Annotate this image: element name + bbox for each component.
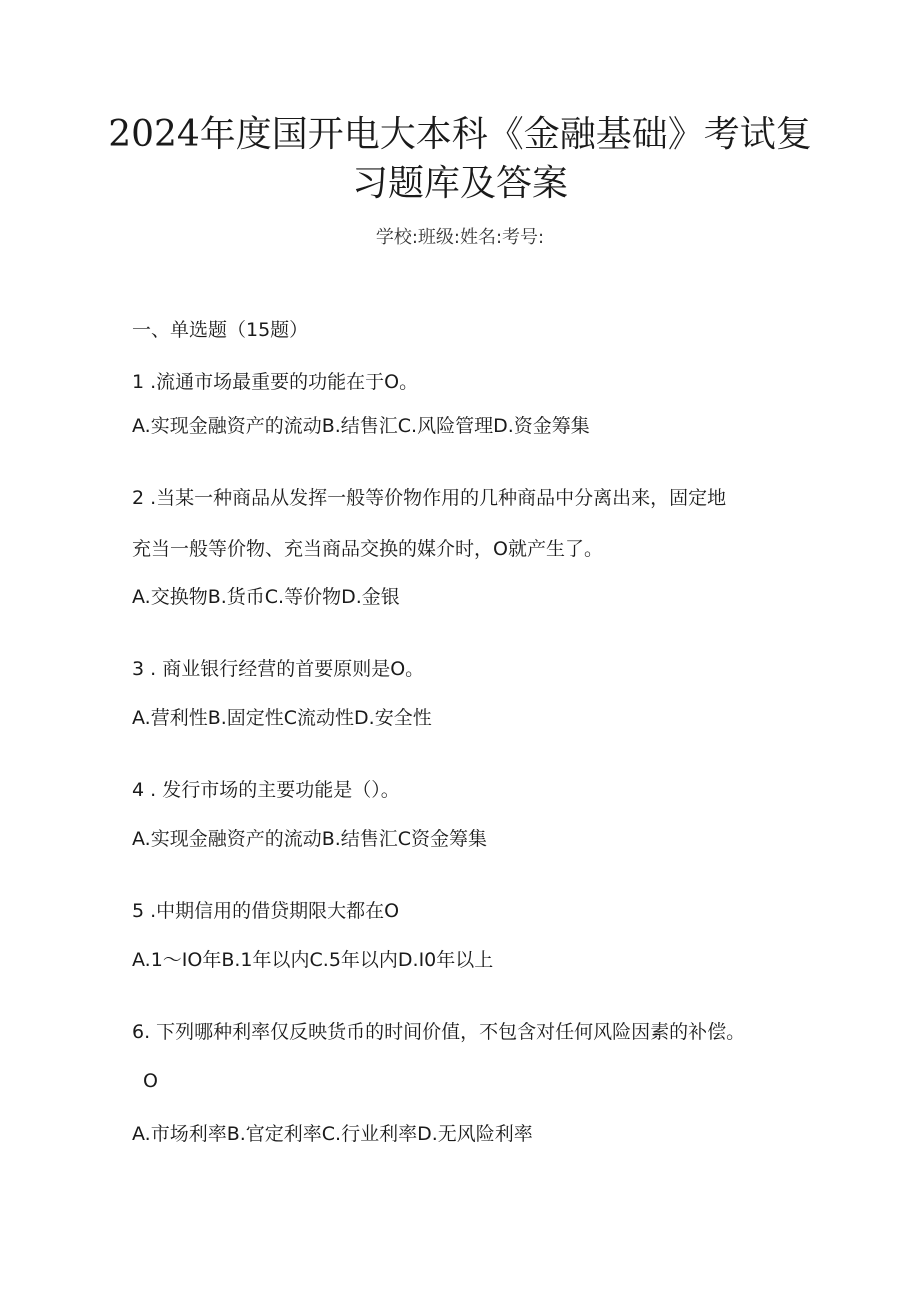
question-2-stem-line-2: 充当一般等价物、充当商品交换的媒介时，O就产生了。	[132, 538, 603, 560]
section-heading: 一、单选题（15题）	[132, 319, 309, 341]
question-4-options: A.实现金融资产的流动B.结售汇C资金筹集	[132, 828, 488, 850]
question-1-stem: 1 .流通市场最重要的功能在于O。	[132, 371, 419, 393]
question-6-options: A.市场利率B.官定利率C.行业利率D.无风险利率	[132, 1123, 533, 1145]
document-title-line-1: 2024年度国开电大本科《金融基础》考试复	[108, 114, 812, 155]
student-info-line: 学校:班级:姓名:考号:	[375, 227, 545, 248]
document-title-line-2: 习题库及答案	[351, 163, 568, 204]
question-6-stem-line-1: 6. 下列哪种利率仅反映货币的时间价值，不包含对任何风险因素的补偿。	[132, 1021, 746, 1043]
question-3-options: A.营利性B.固定性C流动性D.安全性	[132, 707, 432, 729]
question-2-stem-line-1: 2 .当某一种商品从发挥一般等价物作用的几种商品中分离出来，固定地	[132, 487, 727, 509]
question-5-options: A.1～IO年B.1年以内C.5年以内D.I0年以上	[132, 949, 494, 971]
question-5-stem: 5 .中期信用的借贷期限大都在O	[132, 900, 400, 922]
question-1-options: A.实现金融资产的流动B.结售汇C.风险管理D.资金筹集	[132, 415, 590, 437]
question-4-stem: 4 . 发行市场的主要功能是（）。	[132, 779, 400, 801]
question-6-stem-line-2: O	[143, 1070, 158, 1092]
question-3-stem: 3 . 商业银行经营的首要原则是O。	[132, 658, 425, 680]
question-2-options: A.交换物B.货币C.等价物D.金银	[132, 586, 400, 608]
